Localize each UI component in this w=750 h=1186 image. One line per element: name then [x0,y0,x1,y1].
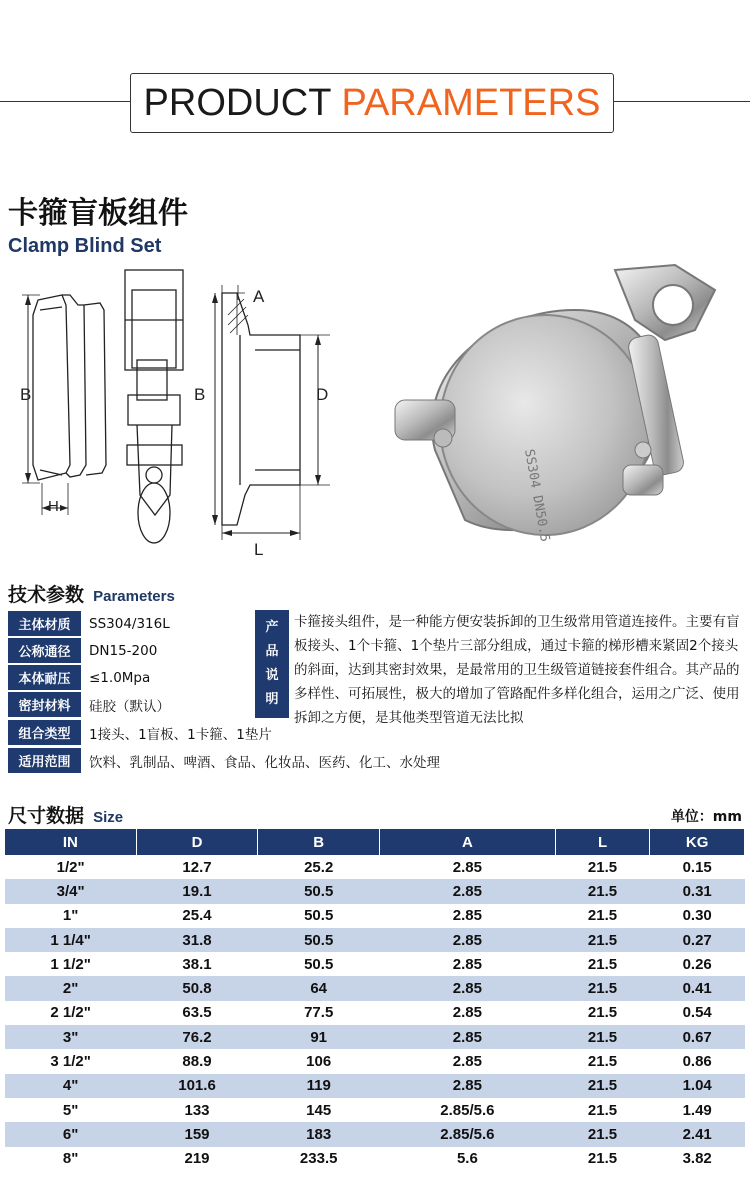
table-cell: 21.5 [555,1025,650,1049]
table-cell: 8" [5,1147,136,1171]
table-cell: 21.5 [555,1122,650,1146]
table-cell: 3 1/2" [5,1049,136,1073]
table-cell: 50.5 [258,952,380,976]
dim-label-d: D [316,385,329,404]
param-row-material [8,610,170,637]
table-cell: 38.1 [136,952,258,976]
table-row [5,855,745,879]
table-cell: 3/4" [5,879,136,903]
dim-label-h: H [48,498,59,515]
table-cell: 2.85 [380,976,556,1000]
table-cell: 219 [136,1147,258,1171]
table-cell: 50.5 [258,928,380,952]
table-row [5,952,745,976]
product-title-en: Clamp Blind Set [8,235,162,257]
param-value: 饮料、乳制品、啤酒、食品、化妆品、医药、化工、水处理 [89,754,440,771]
table-cell: 233.5 [258,1147,380,1171]
param-value: 1接头、1盲板、1卡箍、1垫片 [89,726,272,743]
table-cell: 2.85 [380,1025,556,1049]
description-label-char: 品 [265,644,279,659]
param-value: ≤1.0Mpa [89,669,151,686]
param-label: 主体材质 [8,611,81,636]
size-heading [8,801,123,828]
table-cell: 2.85 [380,1074,556,1098]
table-cell: 1.04 [650,1074,745,1098]
table-cell: 2.85 [380,904,556,928]
table-cell: 4" [5,1074,136,1098]
table-cell: 6" [5,1122,136,1146]
table-cell: 21.5 [555,952,650,976]
param-row-combo [8,719,272,746]
table-cell: 88.9 [136,1049,258,1073]
size-title-en: Size [93,809,124,826]
table-cell: 2" [5,976,136,1000]
table-row [5,1147,745,1171]
table-cell: 21.5 [555,976,650,1000]
col-header-l: L [555,829,650,855]
col-header-b: B [258,829,380,855]
table-cell: 21.5 [555,855,650,879]
param-label: 组合类型 [8,720,81,745]
table-cell: 1" [5,904,136,928]
header-word-product: PRODUCT [143,81,332,124]
table-cell: 1 1/4" [5,928,136,952]
table-cell: 50.5 [258,879,380,903]
table-cell: 31.8 [136,928,258,952]
size-title-cn: 尺寸数据 [8,805,85,827]
table-cell: 0.26 [650,952,745,976]
table-cell: 2.85 [380,952,556,976]
dim-label-b-left: B [20,385,32,404]
table-row [5,1025,745,1049]
header-banner [130,73,614,133]
col-header-kg: KG [650,829,745,855]
table-row [5,1049,745,1073]
product-title-cn: 卡箍盲板组件 [8,196,188,231]
table-cell: 0.67 [650,1025,745,1049]
table-cell: 159 [136,1122,258,1146]
table-cell: 183 [258,1122,380,1146]
table-cell: 0.54 [650,1001,745,1025]
table-cell: 21.5 [555,1147,650,1171]
table-cell: 3.82 [650,1147,745,1171]
table-cell: 3" [5,1025,136,1049]
unit-label: 单位：mm [670,809,742,825]
table-cell: 64 [258,976,380,1000]
table-cell: 0.41 [650,976,745,1000]
description-label-char: 说 [265,668,279,683]
table-cell: 25.2 [258,855,380,879]
params-title-cn: 技术参数 [8,584,85,606]
table-cell: 2.85 [380,879,556,903]
table-cell: 63.5 [136,1001,258,1025]
param-label: 密封材料 [8,692,81,717]
description-label [255,610,289,718]
table-cell: 19.1 [136,879,258,903]
param-value: 硅胶（默认） [89,698,170,715]
table-cell: 1.49 [650,1098,745,1122]
params-title-en: Parameters [93,588,175,605]
table-cell: 5.6 [380,1147,556,1171]
table-cell: 2.85 [380,855,556,879]
table-row [5,904,745,928]
table-row [5,1001,745,1025]
table-row [5,1098,745,1122]
table-cell: 145 [258,1098,380,1122]
table-cell: 0.27 [650,928,745,952]
description-label-char: 产 [265,620,279,635]
technical-drawing [0,265,360,575]
table-cell: 2 1/2" [5,1001,136,1025]
table-row [5,976,745,1000]
engraving-text: SS304 DN50.5 [521,448,553,544]
param-row-diameter [8,637,157,664]
table-cell: 119 [258,1074,380,1098]
table-cell: 2.85 [380,1001,556,1025]
table-cell: 5" [5,1098,136,1122]
size-table-header [5,829,745,855]
header-word-parameters: PARAMETERS [341,81,601,124]
table-cell: 2.85 [380,1049,556,1073]
table-cell: 91 [258,1025,380,1049]
table-cell: 12.7 [136,855,258,879]
table-cell: 2.41 [650,1122,745,1146]
table-cell: 0.30 [650,904,745,928]
table-cell: 21.5 [555,1074,650,1098]
param-row-application [8,747,440,774]
table-row [5,1074,745,1098]
table-row [5,879,745,903]
dim-label-a: A [253,287,265,306]
table-cell: 0.15 [650,855,745,879]
param-label: 适用范围 [8,748,81,773]
params-heading [8,580,175,607]
param-label: 本体耐压 [8,665,81,690]
table-cell: 50.8 [136,976,258,1000]
table-cell: 21.5 [555,904,650,928]
table-cell: 2.85/5.6 [380,1098,556,1122]
table-cell: 106 [258,1049,380,1073]
table-cell: 21.5 [555,1001,650,1025]
col-header-d: D [136,829,258,855]
table-cell: 21.5 [555,1098,650,1122]
table-cell: 0.86 [650,1049,745,1073]
table-cell: 2.85/5.6 [380,1122,556,1146]
param-row-pressure [8,664,150,691]
table-cell: 2.85 [380,928,556,952]
col-header-in: IN [5,829,136,855]
param-value: DN15-200 [89,642,158,659]
table-cell: 76.2 [136,1025,258,1049]
table-cell: 1/2" [5,855,136,879]
product-photo [375,250,745,580]
table-row [5,1122,745,1146]
dim-label-l: L [254,540,264,559]
table-cell: 77.5 [258,1001,380,1025]
table-cell: 133 [136,1098,258,1122]
table-cell: 101.6 [136,1074,258,1098]
param-row-seal [8,691,170,718]
table-cell: 21.5 [555,928,650,952]
table-cell: 0.31 [650,879,745,903]
col-header-a: A [380,829,556,855]
description-label-char: 明 [265,692,279,707]
table-cell: 21.5 [555,1049,650,1073]
table-cell: 1 1/2" [5,952,136,976]
table-cell: 21.5 [555,879,650,903]
table-cell: 50.5 [258,904,380,928]
description-text: 卡箍接头组件，是一种能方便安装拆卸的卫生级常用管道连接件。主要有盲板接头、1个卡箍、1个垫片三部分组成，通过卡箍的梯形槽来紧固2个接头的斜面，达到其密封效果，是最常用的卫生级管道链接套件组合。其产品的多样性、可拓展性，极大的增加了管路配件多样化组合，运用之广泛、使用拆卸之方便，是其他类型管道无法比拟 [294,614,740,726]
dim-label-b-right: B [194,385,206,404]
table-row [5,928,745,952]
param-value: SS304/316L [89,615,170,632]
table-cell: 25.4 [136,904,258,928]
size-table [5,829,745,1171]
param-label: 公称通径 [8,638,81,663]
